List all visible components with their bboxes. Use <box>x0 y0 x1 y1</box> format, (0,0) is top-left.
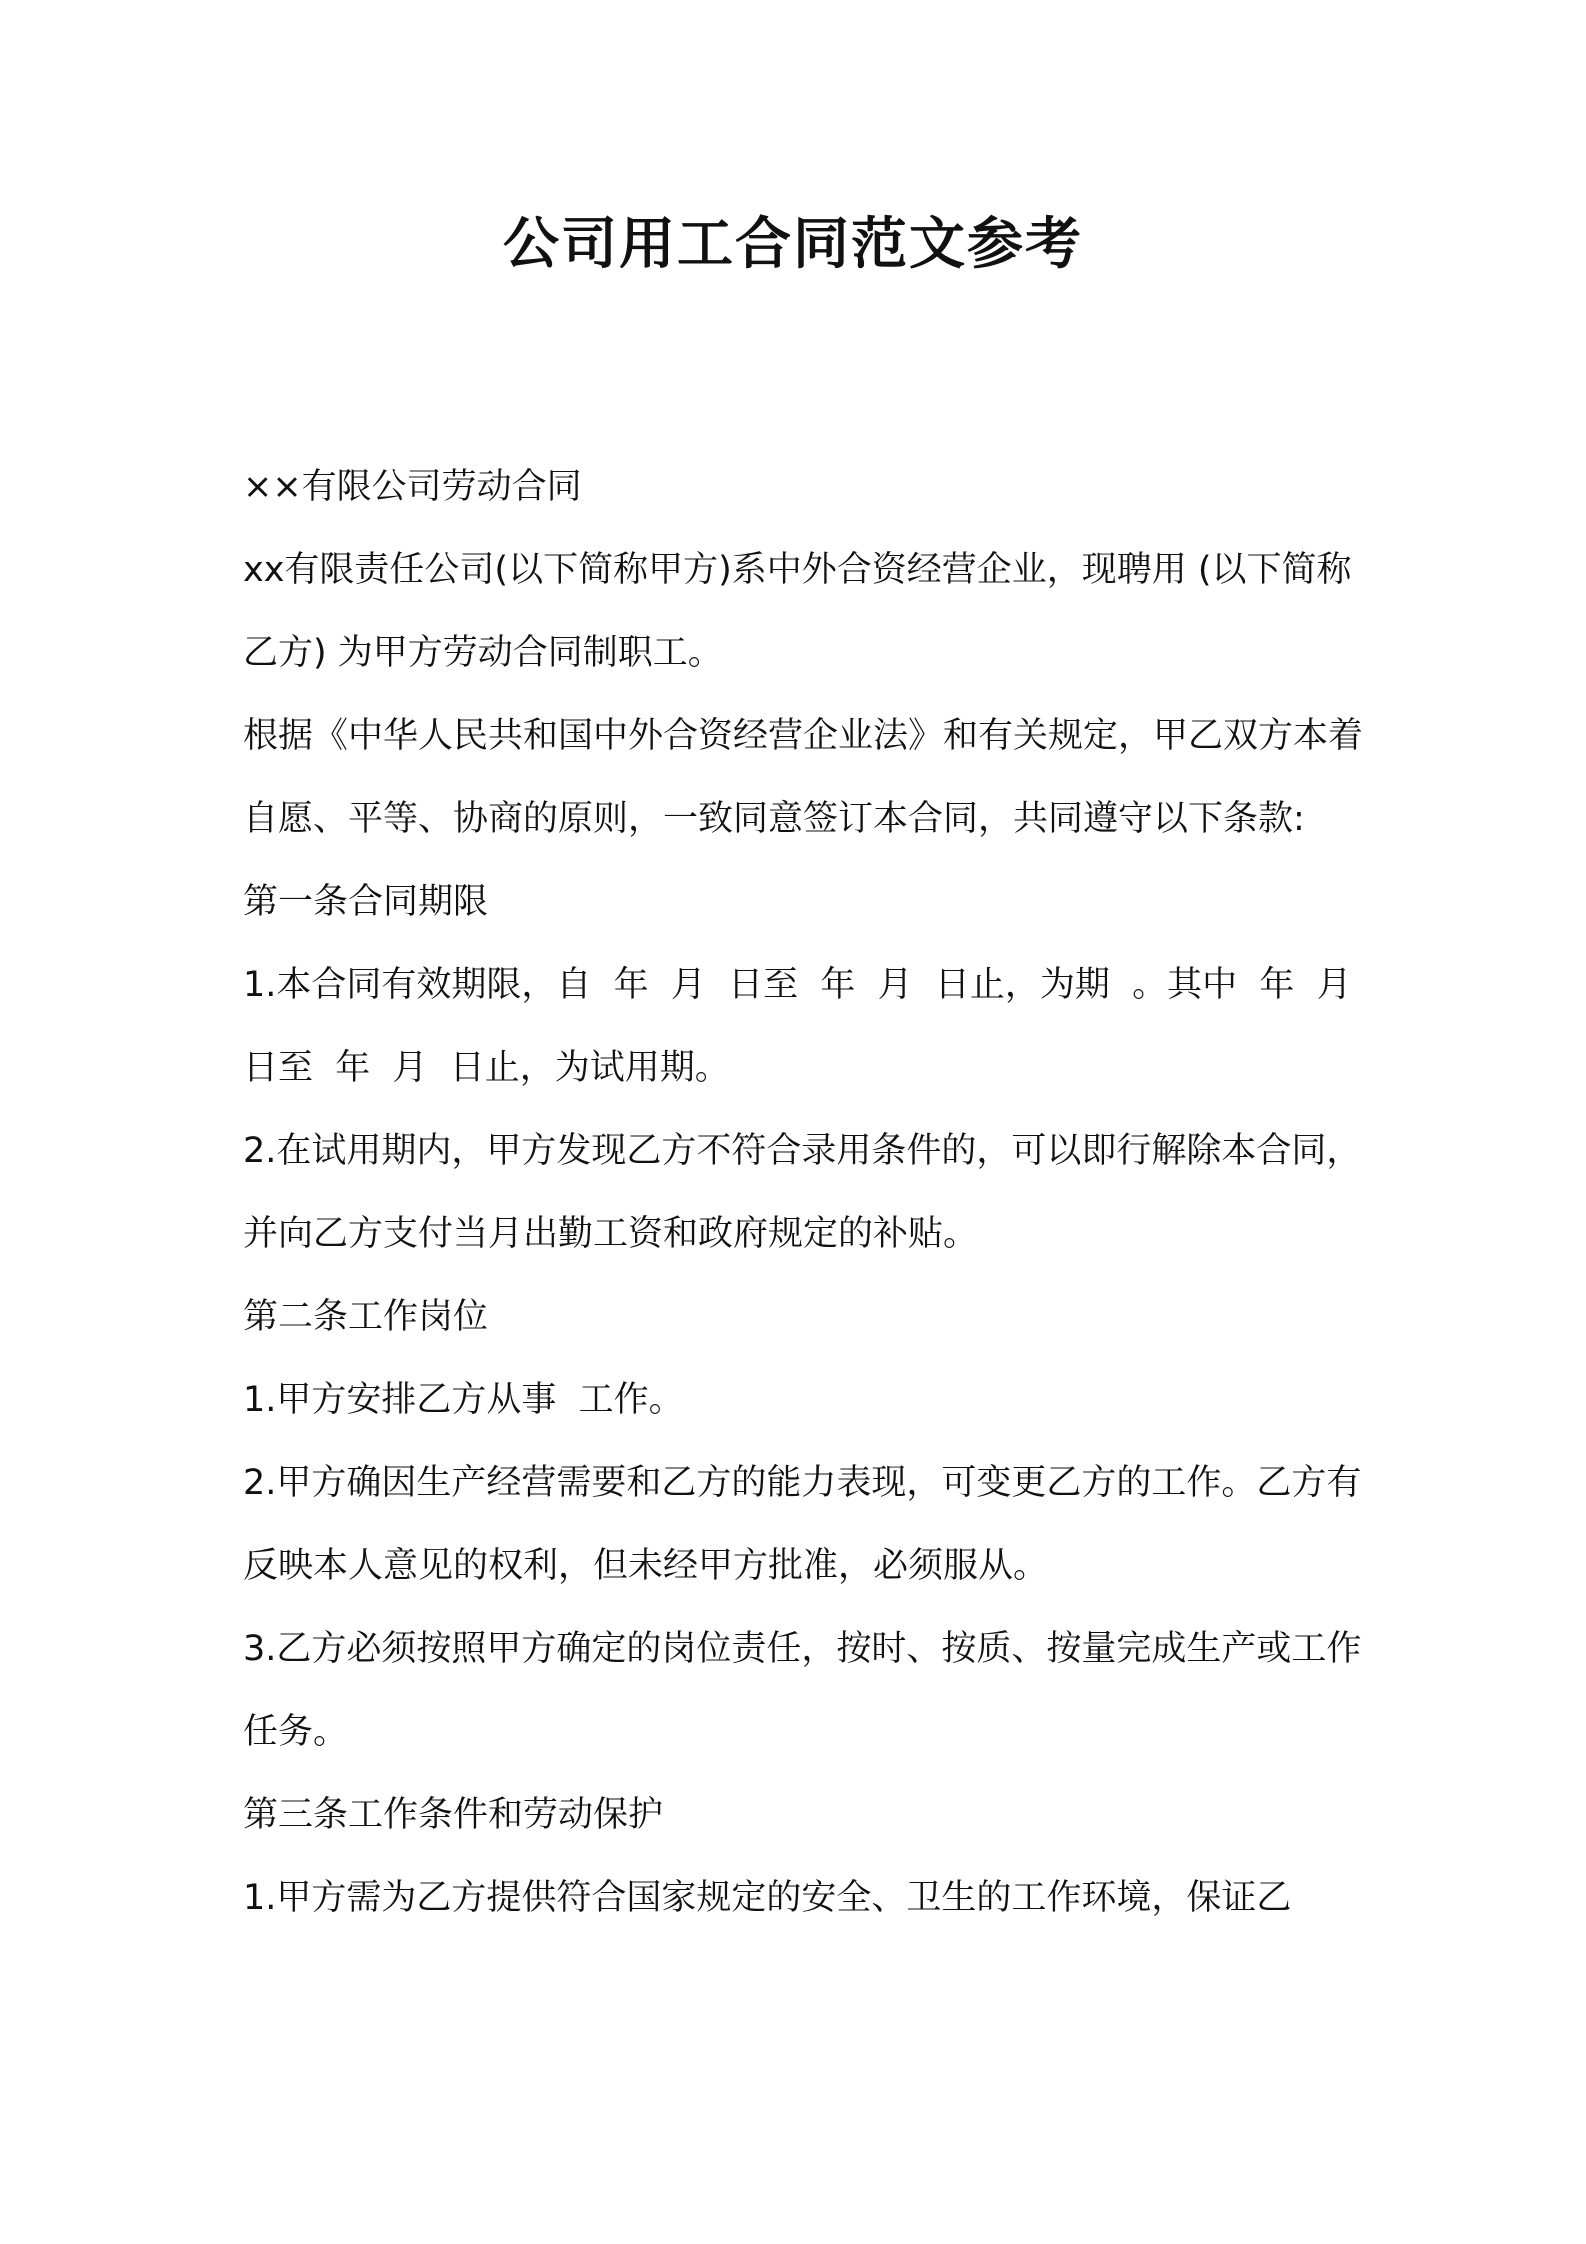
article2-heading: 第二条工作岗位 <box>243 1297 489 1337</box>
article1-item1: 1.本合同有效期限，自 年 月 日至 年 月 日止，为期 。其中 年 月 日至 年 月 日止，为试用期。 <box>243 965 1374 1088</box>
basis-paragraph: 根据《中华人民共和国中外合资经营企业法》和有关规定，甲乙双方本着自愿、平等、协商的原则，一致同意签订本合同，共同遵守以下条款: <box>243 716 1364 839</box>
article2-item3: 3.乙方必须按照甲方确定的岗位责任，按时、按质、按量完成生产或工作任务。 <box>243 1629 1362 1752</box>
article2-item1: 1.甲方安排乙方从事 工作。 <box>243 1380 684 1420</box>
article1-item2: 2.在试用期内，甲方发现乙方不符合录用条件的，可以即行解除本合同，并向乙方支付当月出勤工资和政府规定的补贴。 <box>243 1131 1362 1254</box>
article2-item2: 2.甲方确因生产经营需要和乙方的能力表现，可变更乙方的工作。乙方有反映本人意见的权利，但未经甲方批准，必须服从。 <box>243 1463 1362 1586</box>
document-body <box>243 446 1374 1940</box>
contract-name: ××有限公司劳动合同 <box>243 467 582 507</box>
intro-paragraph: xx有限责任公司(以下简称甲方)系中外合资经营企业，现聘用 (以下简称乙方) 为甲方劳动合同制职工。 <box>243 550 1352 673</box>
article1-heading: 第一条合同期限 <box>243 882 489 922</box>
document-title: 公司用工合同范文参考 <box>503 212 1083 277</box>
article3-heading: 第三条工作条件和劳动保护 <box>243 1795 664 1835</box>
article3-item1: 1.甲方需为乙方提供符合国家规定的安全、卫生的工作环境，保证乙 <box>243 1878 1292 1918</box>
